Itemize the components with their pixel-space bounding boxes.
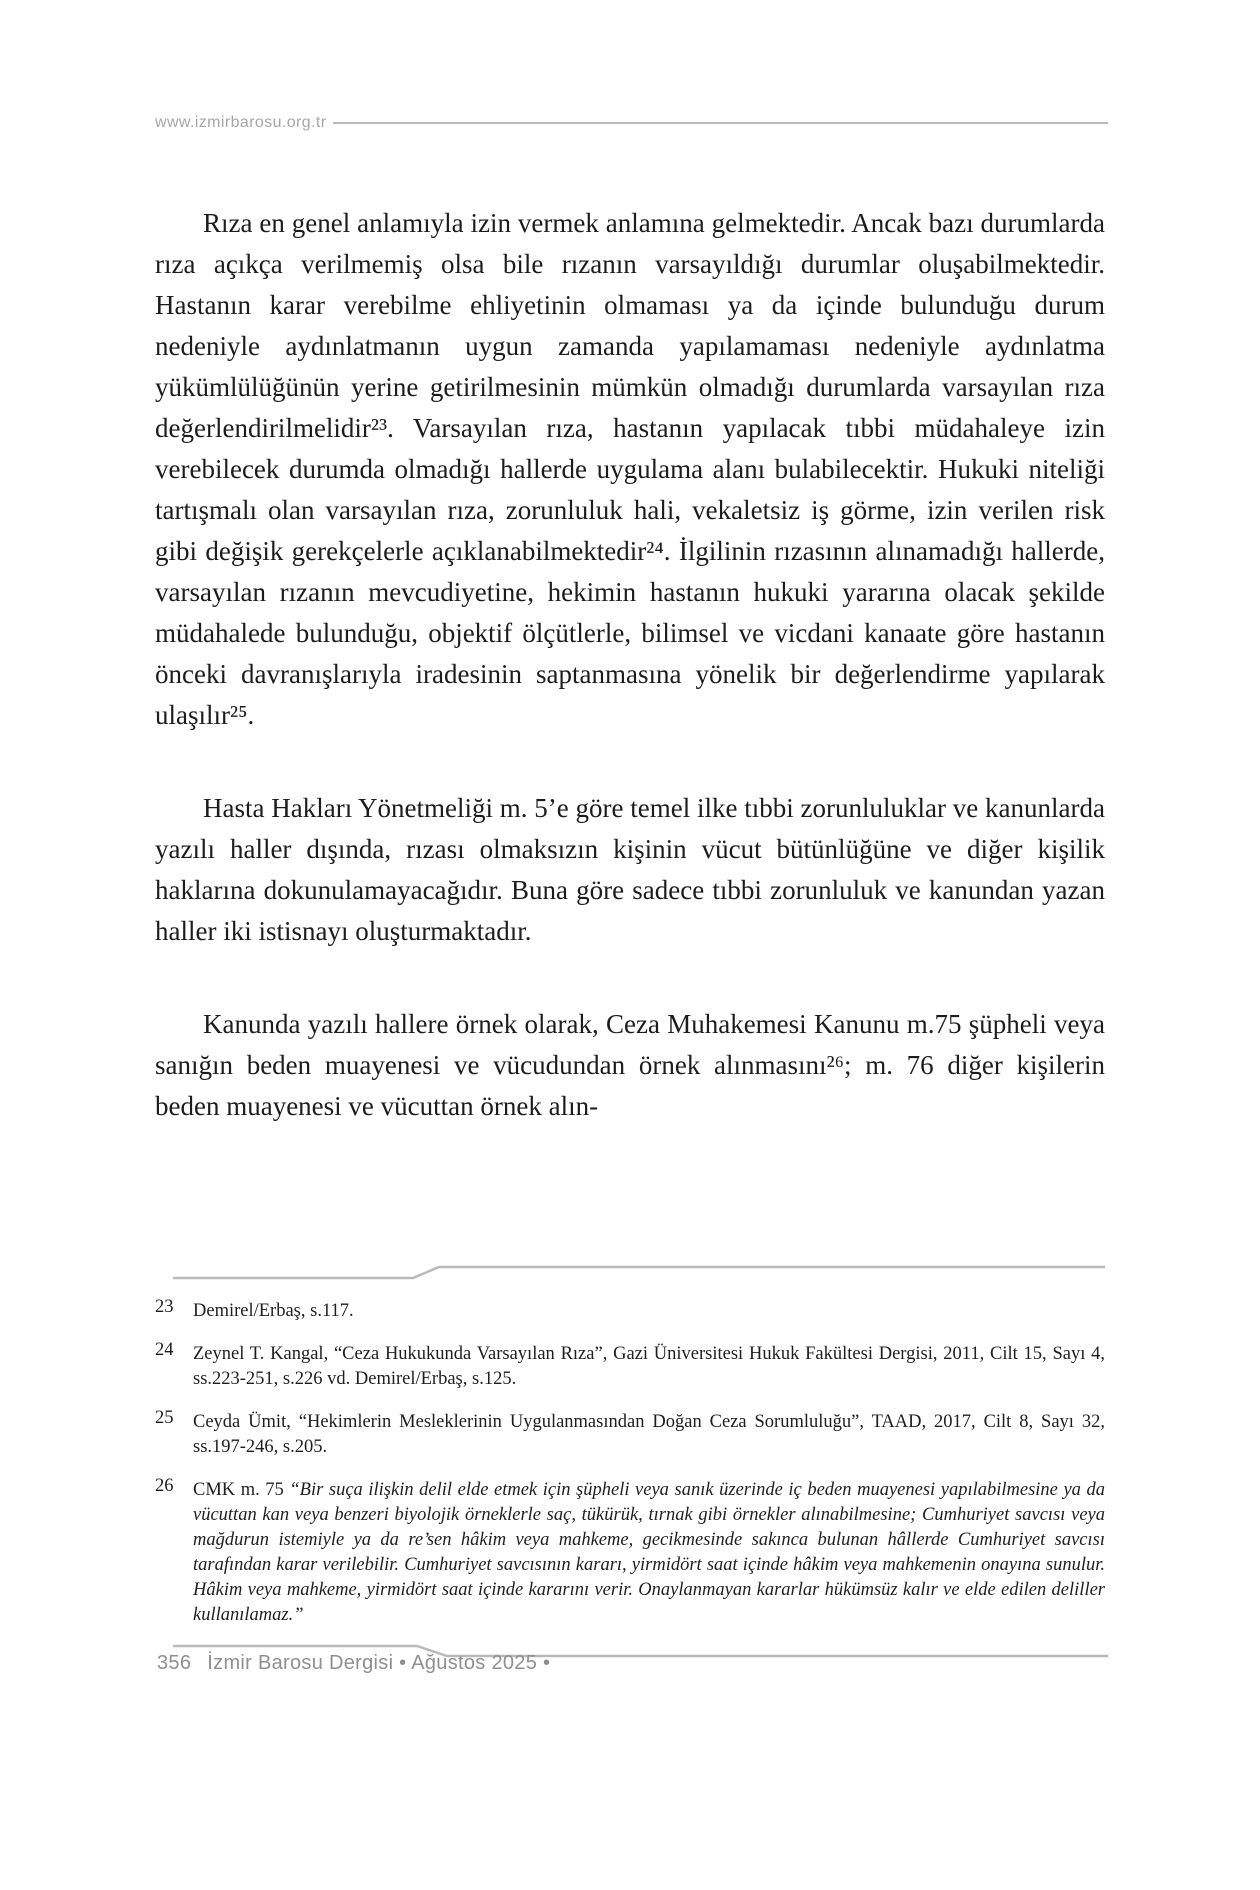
footnote-25 (155, 1410, 1105, 1460)
footnote-26 (155, 1478, 1105, 1628)
footnote-section (155, 1264, 1105, 1628)
footnote-23 (155, 1299, 1105, 1324)
footnote-24 (155, 1342, 1105, 1392)
footnote-number: 26 (155, 1476, 174, 1496)
footnote-text: Demirel/Erbaş, s.117. (193, 1301, 354, 1321)
body-paragraph-2: Hasta Hakları Yönetmeliği m. 5’e göre temel ilke tıbbi zorunluluklar ve kanunlarda yazılı haller dışında, rızası olmaksızın kişinin vücut bütünlüğüne ve diğer kişilik haklarına dokunulamayacağıdır. Buna göre sadece tıbbi zorunluluk ve kanundan yazan haller iki istisnayı oluşturmaktadır. (155, 793, 1105, 946)
body-text-block (155, 203, 1105, 1179)
footnote-quote-text: “Bir suça ilişkin delil elde etmek için şüpheli veya sanık üzerinde iç beden muayenesi yapılabilmesine ya da vücuttan kan veya benzeri biyolojik örneklerle saç, tükürük, tırnak gibi örnekler alınabilmesine; Cumhuriyet savcısı veya mağdurun istemiyle ya da re’sen hâkim veya mahkeme, gecikmesinde sakınca bulunan hâllerde Cumhuriyet savcısı tarafından karar verilebilir. Cumhuriyet savcısının kararı, yirmidört saat içinde hâkim veya mahkemenin onayına sunulur. Hâkim veya mahkeme, yirmidört saat içinde kararını verir. Onaylanmayan kararlar hükümsüz kalır ve elde edilen deliller kullanılamaz.” (193, 1480, 1105, 1625)
header-rule (333, 122, 1108, 124)
page-header (155, 114, 1108, 132)
header-website-url: www.izmirbarosu.org.tr (155, 114, 327, 131)
footnote-text: Ceyda Ümit, “Hekimlerin Mesleklerinin Uygulanmasından Doğan Ceza Sorumluluğu”, TAAD, 2017, Cilt 8, Sayı 32, ss.197-246, s.205. (193, 1412, 1105, 1457)
page-footer (155, 1638, 1108, 1698)
footnote-number: 23 (155, 1297, 174, 1317)
footnote-separator-rule (155, 1264, 1105, 1281)
page-number: 356 (157, 1652, 192, 1674)
body-paragraph-1: Rıza en genel anlamıyla izin vermek anlamına gelmektedir. Ancak bazı durumlarda rıza açıkça verilmemiş olsa bile rızanın varsayıldığı durumlar oluşabilmektedir. Hastanın karar verebilme ehliyetinin olmaması ya da içinde bulunduğu durum nedeniyle aydınlatmanın uygun zamanda yapılamaması nedeniyle aydınlatma yükümlülüğünün yerine getirilmesinin mümkün olmadığı durumlarda varsayılan rıza değerlendirilmelidir²³. Varsayılan rıza, hastanın yapılacak tıbbi müdahaleye izin verebilecek durumda olmadığı hallerde uygulama alanı bulabilecektir. Hukuki niteliği tartışmalı olan varsayılan rıza, zorunluluk hali, vekaletsiz iş görme, izin verilen risk gibi değişik gerekçelerle açıklanabilmektedir²⁴. İlgilinin rızasının alınamadığı hallerde, varsayılan rızanın mevcudiyetine, hekimin hastanın hukuki yararına olacak şekilde müdahalede bulunduğu, objektif ölçütlerle, bilimsel ve vicdani kanaate göre hastanın önceki davranışlarıyla iradesinin saptanmasına yönelik bir değerlendirme yapılarak ulaşılır²⁵. (155, 208, 1105, 730)
footer-text (157, 1652, 550, 1675)
footnote-number: 25 (155, 1408, 174, 1428)
footnote-number: 24 (155, 1340, 174, 1360)
journal-title: İzmir Barosu Dergisi • Ağustos 2025 • (207, 1652, 551, 1674)
body-paragraph-3: Kanunda yazılı hallere örnek olarak, Ceza Muhakemesi Kanunu m.75 şüpheli veya sanığın beden muayenesi ve vücudundan örnek alınmasını²⁶; m. 76 diğer kişilerin beden muayenesi ve vücuttan örnek alın- (155, 1009, 1105, 1121)
footnote-text-prefix: CMK m. 75 (193, 1480, 290, 1500)
footnote-text: Zeynel T. Kangal, “Ceza Hukukunda Varsayılan Rıza”, Gazi Üniversitesi Hukuk Fakültesi Dergisi, 2011, Cilt 15, Sayı 4, ss.223-251, s.226 vd. Demirel/Erbaş, s.125. (193, 1344, 1105, 1389)
